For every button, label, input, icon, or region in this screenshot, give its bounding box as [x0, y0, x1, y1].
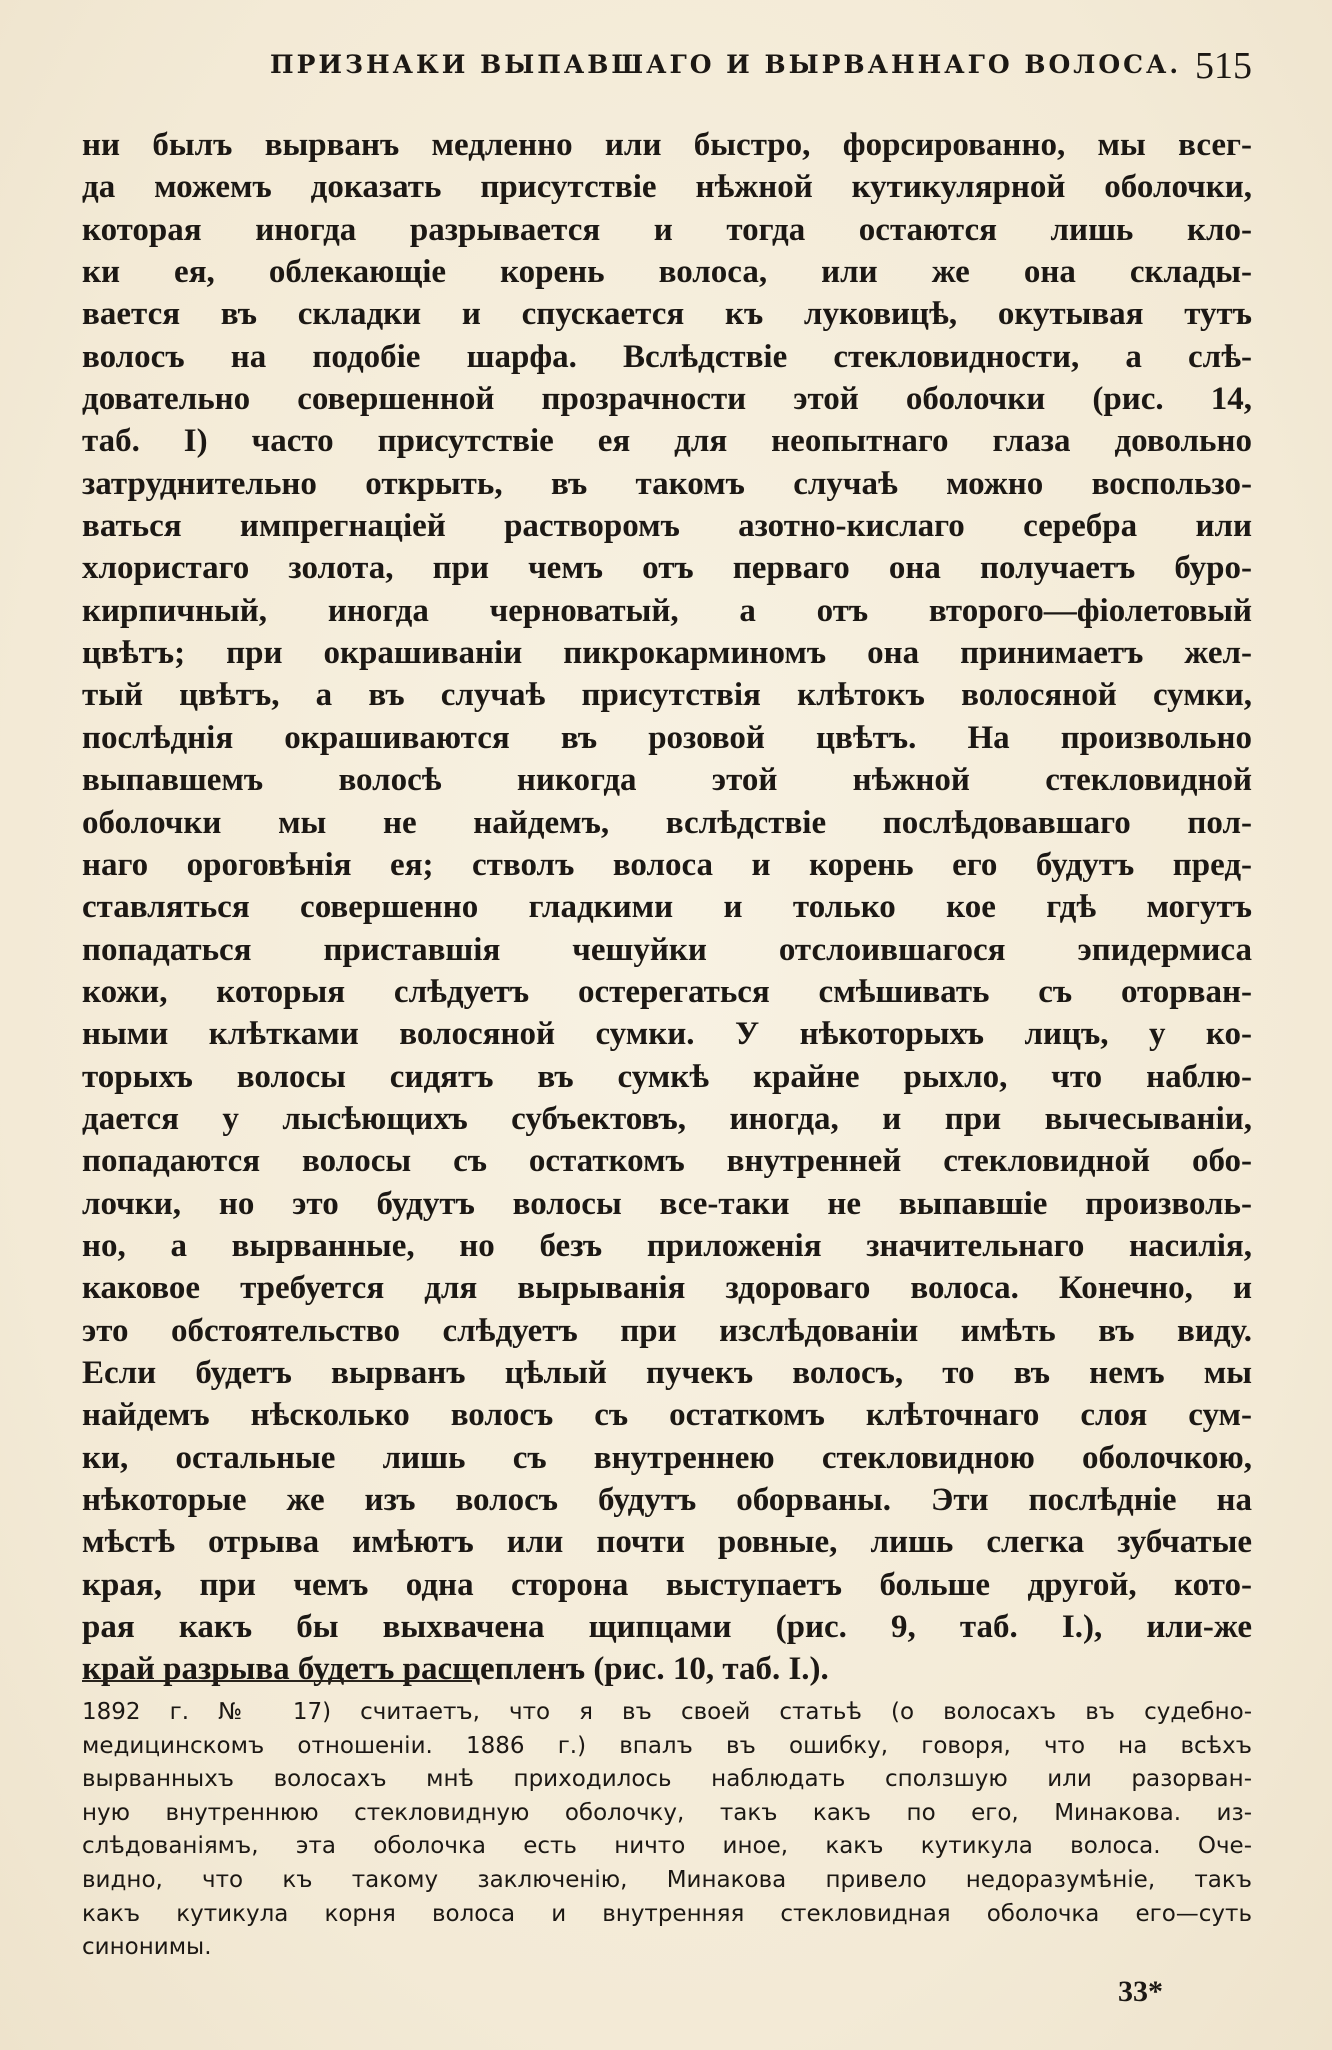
body-line: края, при чемъ одна сторона выступаетъ больше другой, кото- — [82, 1566, 1252, 1603]
body-line: нѣкоторые же изъ волосъ будутъ оборваны. Эти послѣдніе на — [82, 1482, 1252, 1518]
body-line: попадаются волосы съ остаткомъ внутренней стекловидной обо- — [82, 1143, 1252, 1180]
body-line: ки, остальные лишь съ внутреннею стекловидною оболочкою, — [82, 1439, 1252, 1476]
running-head — [82, 44, 1252, 88]
body-line: кирпичный, иногда черноватый, а отъ второго—фіолетовый — [82, 592, 1252, 629]
body-line: ки ея, облекающіе корень волоса, или же она склады- — [82, 254, 1252, 291]
body-line: цвѣтъ; при окрашиваніи пикрокарминомъ она принимаетъ жел- — [82, 635, 1252, 672]
footnote — [82, 1696, 1252, 1965]
body-line: таб. I) часто присутствіе ея для неопытнаго глаза довольно — [82, 423, 1252, 460]
body-line: каковое требуется для вырыванія здороваго волоса. Конечно, и — [82, 1270, 1252, 1307]
body-line: ваться импрегнаціей растворомъ азотно-кислаго серебра или — [82, 508, 1252, 545]
footnote-line: видно, что къ такому заключенію, Минакова привело недоразумѣніе, такъ — [82, 1866, 1252, 1893]
body-line: найдемъ нѣсколько волосъ съ остаткомъ клѣточнаго слоя сум- — [82, 1397, 1252, 1434]
footnote-line: синонимы. — [82, 1934, 212, 1961]
footnote-line: медицинскомъ отношеніи. 1886 г.) впалъ въ ошибку, говоря, что на всѣхъ — [82, 1732, 1252, 1759]
body-line: хлористаго золота, при чемъ отъ перваго она получаетъ буро- — [82, 550, 1252, 587]
footnote-line: какъ кутикула корня волоса и внутренняя стекловидная оболочка его—суть — [82, 1900, 1252, 1927]
body-line: которая иногда разрывается и тогда остаются лишь кло- — [82, 211, 1252, 248]
body-line: ставляться совершенно гладкими и только кое гдѣ могутъ — [82, 889, 1252, 926]
body-line: но, а вырванные, но безъ приложенія значительнаго насилія, — [82, 1227, 1252, 1264]
body-text — [82, 124, 1252, 1691]
signature-mark: 33* — [1118, 1975, 1163, 2008]
footnote-line: вырванныхъ волосахъ мнѣ приходилось наблюдать сползшую или разорван- — [82, 1766, 1252, 1793]
body-line: выпавшемъ волосѣ никогда этой нѣжной стекловидной — [82, 762, 1252, 799]
footnote-line: 1892 г. № 17) считаетъ, что я въ своей статьѣ (о волосахъ въ судебно- — [82, 1699, 1252, 1725]
body-line: тый цвѣтъ, а въ случаѣ присутствія клѣтокъ волосяной сумки, — [82, 677, 1252, 714]
body-line: рая какъ бы выхвачена щипцами (рис. 9, таб. I.), или-же — [82, 1609, 1252, 1646]
body-line: торыхъ волосы сидятъ въ сумкѣ крайне рыхло, что наблю- — [82, 1058, 1252, 1095]
body-line: мѣстѣ отрыва имѣютъ или почти ровные, лишь слегка зубчатые — [82, 1524, 1252, 1561]
body-line: оболочки мы не найдемъ, вслѣдствіе послѣдовавшаго пол- — [82, 804, 1252, 841]
body-line: кожи, которыя слѣдуетъ остерегаться смѣшивать съ оторван- — [82, 973, 1252, 1010]
body-line: попадаться приставшія чешуйки отслоившагося эпидермиса — [82, 931, 1252, 968]
footnote-divider — [82, 1680, 472, 1682]
body-line: Если будетъ вырванъ цѣлый пучекъ волосъ, то въ немъ мы — [82, 1354, 1252, 1391]
page-number: 515 — [1195, 45, 1252, 87]
body-line: волосъ на подобіе шарфа. Вслѣдствіе стекловидности, а слѣ- — [82, 338, 1252, 375]
body-line: да можемъ доказать присутствіе нѣжной кутикулярной оболочки, — [82, 169, 1252, 206]
body-line: край разрыва будетъ расщепленъ (рис. 10, таб. I.). — [82, 1651, 829, 1688]
body-line: это обстоятельство слѣдуетъ при изслѣдованіи имѣть въ виду. — [82, 1312, 1252, 1349]
running-title: ПРИЗНАКИ ВЫПАВШАГО И ВЫРВАННАГО ВОЛОСА. — [270, 50, 1182, 79]
body-line: затруднительно открыть, въ такомъ случаѣ можно воспользо- — [82, 465, 1252, 502]
body-line: довательно совершенной прозрачности этой оболочки (рис. 14, — [82, 381, 1252, 418]
body-line: послѣднія окрашиваются въ розовой цвѣтъ. На произвольно — [82, 719, 1252, 756]
body-line: вается въ складки и спускается къ луковицѣ, окутывая тутъ — [82, 296, 1252, 333]
footnote-line: ную внутреннюю стекловидную оболочку, такъ какъ по его, Минакова. из- — [82, 1799, 1252, 1826]
body-line: дается у лысѣющихъ субъектовъ, иногда, и при вычесываніи, — [82, 1100, 1252, 1137]
body-line: ни былъ вырванъ медленно или быстро, форсированно, мы всег- — [82, 127, 1252, 163]
body-line: лочки, но это будутъ волосы все-таки не выпавшіе произволь- — [82, 1185, 1252, 1222]
body-line: наго ороговѣнія ея; стволъ волоса и корень его будутъ пред- — [82, 846, 1252, 883]
footnote-line: слѣдованіямъ, эта оболочка есть ничто иное, какъ кутикула волоса. Оче- — [82, 1833, 1252, 1860]
body-line: ными клѣтками волосяной сумки. У нѣкоторыхъ лицъ, у ко- — [82, 1016, 1252, 1053]
